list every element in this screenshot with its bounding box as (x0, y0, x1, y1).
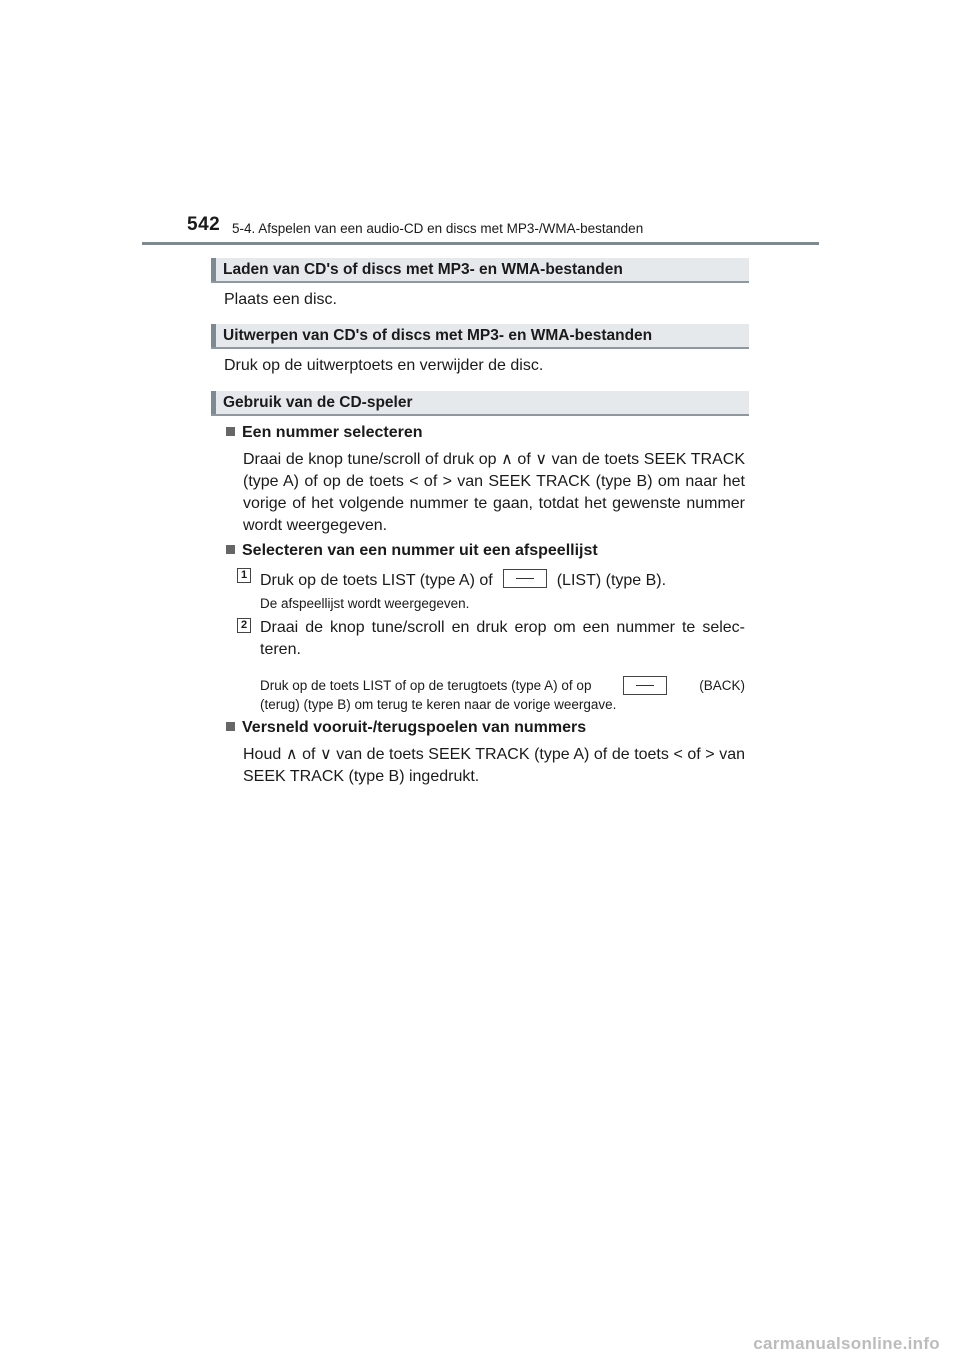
back-note: Druk op de toets LIST of op de terugtoets (type A) of op (BACK) (terug) (type B) om terug te keren naar de vorige weergave. (260, 678, 745, 712)
section-body-uitwerpen: Druk op de uitwerptoets en verwijder de disc. (224, 357, 544, 374)
section-body-laden: Plaats een disc. (224, 291, 337, 308)
list-key-icon (503, 569, 547, 588)
section-title: Laden van CD's of discs met MP3- en WMA-bestanden (223, 261, 623, 278)
header-rule (142, 242, 819, 245)
subheading-playlist-select: Selecteren van een nummer uit een afspeellijst (226, 542, 598, 560)
section-heading-uitwerpen (211, 324, 749, 349)
subheading-track-select: Een nummer selecteren (226, 424, 423, 442)
square-bullet-icon (226, 722, 235, 731)
track-select-text: Draai de knop tune/scroll of druk op ∧ of ∨ van de toets SEEK TRACK (type A) of op de toets < of > van SEEK TRACK (type B) om naar het vorige of het volgende nummer te gaan, totdat het gewenste nummer wordt weergegeven. (243, 451, 745, 534)
running-header: 5-4. Afspelen van een audio-CD en discs met MP3-/WMA-bestanden (232, 221, 644, 236)
page-number: 542 (187, 214, 221, 235)
section-title: Uitwerpen van CD's of discs met MP3- en WMA-bestanden (223, 327, 653, 344)
subheading-fast-seek: Versneld vooruit-/terugspoelen van nummers (226, 719, 586, 737)
section-title: Gebruik van de CD-speler (223, 394, 413, 411)
watermark: carmanualsonline.info (753, 1334, 940, 1353)
section-heading-laden (211, 258, 749, 283)
step1-note: De afspeellijst wordt weergegeven. (260, 596, 470, 611)
square-bullet-icon (226, 427, 235, 436)
step2-text: Draai de knop tune/scroll en druk erop om een nummer te selec-teren. (260, 619, 745, 658)
step1-text: Druk op de toets LIST (type A) of (LIST) (type B). (260, 569, 666, 590)
fast-seek-text: Houd ∧ of ∨ van de toets SEEK TRACK (type A) of de toets < of > van SEEK TRACK (type B) ingedrukt. (243, 746, 745, 785)
step-badge-2: 2 (237, 618, 251, 633)
back-key-icon (623, 676, 667, 695)
section-heading-gebruik (211, 391, 749, 416)
step-badge-1: 1 (237, 568, 251, 583)
square-bullet-icon (226, 545, 235, 554)
